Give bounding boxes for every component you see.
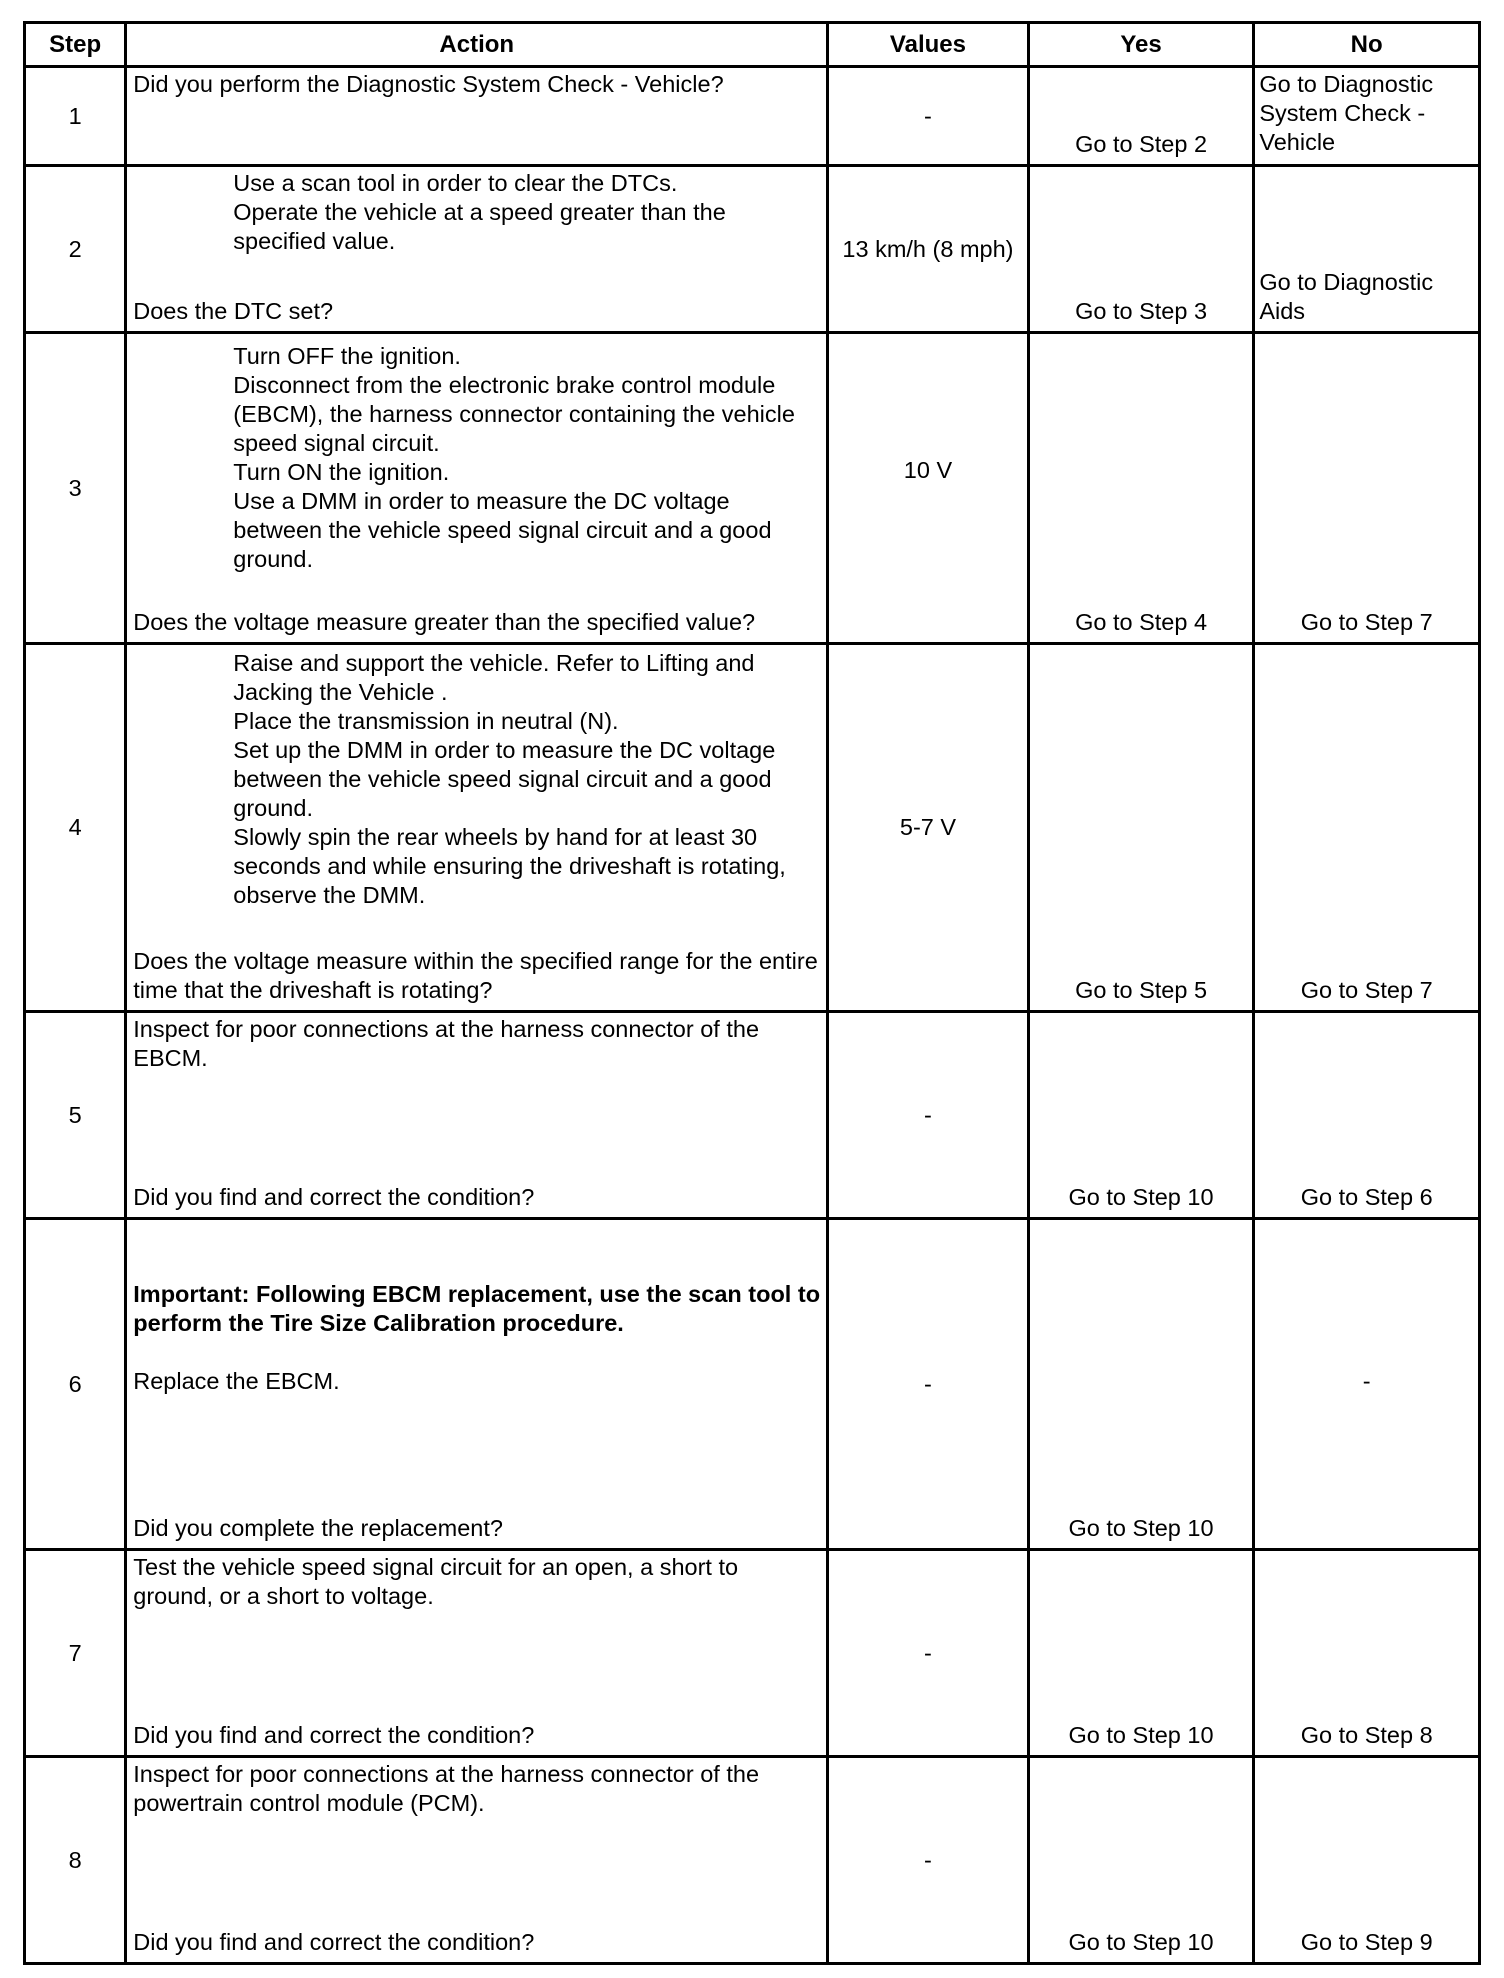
- step-number: 8: [25, 1757, 126, 1964]
- action-cell: [126, 1550, 828, 1757]
- table-row: [25, 333, 1480, 644]
- instruction-item: Use a scan tool in order to clear the DTCs.: [233, 170, 678, 196]
- step-number: 4: [25, 644, 126, 1012]
- instruction-item: Raise and support the vehicle. Refer to Lifting and Jacking the Vehicle .: [233, 650, 755, 705]
- instruction-list: [133, 649, 820, 910]
- body-text: Inspect for poor connections at the harness connector of the EBCM.: [133, 1016, 760, 1071]
- no-cell: [1254, 1757, 1480, 1964]
- header-step: Step: [25, 23, 126, 67]
- question-text: Does the voltage measure within the specified range for the entire time that the driveshaft is rotating?: [133, 948, 818, 1003]
- table-row: [25, 166, 1480, 333]
- no-text: Go to Step 7: [1300, 977, 1433, 1003]
- instruction-list: [133, 342, 820, 574]
- no-cell: [1254, 1219, 1480, 1550]
- instruction-item: Set up the DMM in order to measure the DC voltage between the vehicle speed signal circuit and a good ground.: [233, 737, 776, 821]
- question-text: Did you find and correct the condition?: [133, 1184, 535, 1210]
- table-row: [25, 1219, 1480, 1550]
- instruction-item: Place the transmission in neutral (N).: [233, 708, 619, 734]
- values-cell: -: [828, 1219, 1029, 1550]
- yes-cell: [1028, 333, 1254, 644]
- action-cell: [126, 67, 828, 166]
- step-number: 2: [25, 166, 126, 333]
- header-yes: Yes: [1028, 23, 1254, 67]
- yes-text: Go to Step 2: [1075, 131, 1208, 157]
- no-cell: [1254, 1012, 1480, 1219]
- action-cell: [126, 1757, 828, 1964]
- values-cell: -: [828, 1550, 1029, 1757]
- instruction-list: [133, 169, 820, 256]
- no-text: Go to Step 9: [1300, 1929, 1433, 1955]
- action-cell: [126, 1219, 828, 1550]
- step-number: 3: [25, 333, 126, 644]
- values-cell: 13 km/h (8 mph): [828, 166, 1029, 333]
- action-cell: [126, 644, 828, 1012]
- yes-cell: [1028, 644, 1254, 1012]
- no-text: Go to Diagnostic System Check - Vehicle: [1259, 71, 1434, 155]
- body-text: Test the vehicle speed signal circuit for an open, a short to ground, or a short to voltage.: [133, 1554, 739, 1609]
- step-number: 1: [25, 67, 126, 166]
- values-cell: -: [828, 1012, 1029, 1219]
- instruction-item: Operate the vehicle at a speed greater than the specified value.: [233, 199, 726, 254]
- body-text: Replace the EBCM.: [133, 1368, 340, 1394]
- question-text: Did you find and correct the condition?: [133, 1929, 535, 1955]
- yes-text: Go to Step 10: [1068, 1515, 1214, 1541]
- action-cell: [126, 333, 828, 644]
- table-row: [25, 67, 1480, 166]
- step-number: 7: [25, 1550, 126, 1757]
- yes-text: Go to Step 10: [1068, 1184, 1214, 1210]
- table-row: [25, 644, 1480, 1012]
- table-row: [25, 1012, 1480, 1219]
- no-cell: [1254, 644, 1480, 1012]
- no-text: Go to Step 7: [1300, 609, 1433, 635]
- action-cell: [126, 1012, 828, 1219]
- yes-text: Go to Step 4: [1075, 609, 1208, 635]
- question-text: Did you complete the replacement?: [133, 1515, 503, 1541]
- yes-text: Go to Step 5: [1075, 977, 1208, 1003]
- header-no: No: [1254, 23, 1480, 67]
- table-row: [25, 1757, 1480, 1964]
- yes-text: Go to Step 10: [1068, 1929, 1214, 1955]
- instruction-item: Turn ON the ignition.: [233, 459, 450, 485]
- yes-cell: [1028, 1219, 1254, 1550]
- header-action: Action: [126, 23, 828, 67]
- question-text: Did you find and correct the condition?: [133, 1722, 535, 1748]
- instruction-item: Turn OFF the ignition.: [233, 343, 461, 369]
- no-text: -: [1362, 1368, 1371, 1394]
- values-cell: 5-7 V: [828, 644, 1029, 1012]
- question-text: Does the voltage measure greater than the specified value?: [133, 609, 756, 635]
- yes-text: Go to Step 10: [1068, 1722, 1214, 1748]
- no-cell: [1254, 1550, 1480, 1757]
- no-text: Go to Step 6: [1300, 1184, 1433, 1210]
- diagnostic-table: [23, 21, 1481, 1965]
- header-values: Values: [828, 23, 1029, 67]
- yes-cell: [1028, 1550, 1254, 1757]
- yes-cell: [1028, 1757, 1254, 1964]
- question-text: Did you perform the Diagnostic System Check - Vehicle?: [133, 71, 724, 97]
- step-number: 6: [25, 1219, 126, 1550]
- instruction-item: Slowly spin the rear wheels by hand for at least 30 seconds and while ensuring the driveshaft is rotating, observe the DMM.: [233, 824, 786, 908]
- no-cell: [1254, 67, 1480, 166]
- question-text: Does the DTC set?: [133, 298, 334, 324]
- values-cell: [828, 333, 1029, 644]
- yes-cell: [1028, 1012, 1254, 1219]
- no-cell: [1254, 166, 1480, 333]
- values-cell: -: [828, 67, 1029, 166]
- table-row: [25, 1550, 1480, 1757]
- yes-cell: [1028, 166, 1254, 333]
- step-number: 5: [25, 1012, 126, 1219]
- action-cell: [126, 166, 828, 333]
- yes-cell: [1028, 67, 1254, 166]
- no-text: Go to Diagnostic Aids: [1259, 269, 1434, 324]
- instruction-item: Use a DMM in order to measure the DC voltage between the vehicle speed signal circuit and a good ground.: [233, 488, 772, 572]
- values-cell: -: [828, 1757, 1029, 1964]
- no-text: Go to Step 8: [1300, 1722, 1433, 1748]
- body-text: Inspect for poor connections at the harness connector of the powertrain control module (PCM).: [133, 1761, 760, 1816]
- values-text: 10 V: [903, 457, 953, 483]
- no-cell: [1254, 333, 1480, 644]
- instruction-item: Disconnect from the electronic brake control module (EBCM), the harness connector containing the vehicle speed signal circuit.: [233, 372, 795, 456]
- important-note: Important: Following EBCM replacement, use the scan tool to perform the Tire Size Calibration procedure.: [133, 1281, 821, 1336]
- yes-text: Go to Step 3: [1075, 298, 1208, 324]
- header-row: [25, 23, 1480, 67]
